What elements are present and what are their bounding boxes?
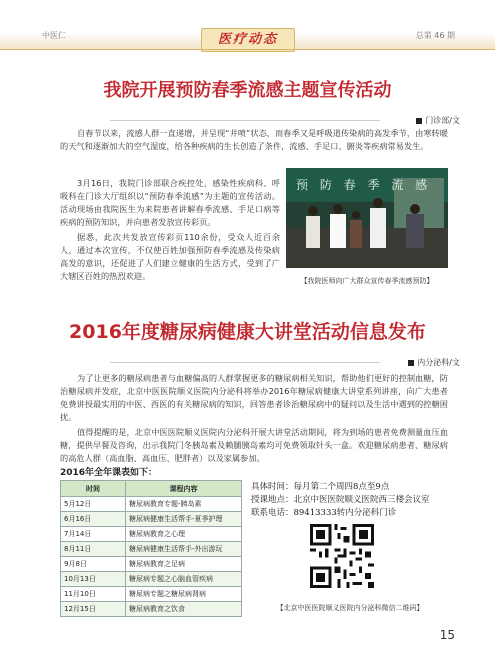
schedule-course: 糖尿病健康生活帮手-夏季护理 [126, 512, 242, 527]
table-row [61, 572, 242, 587]
table-row [61, 512, 242, 527]
photo-banner-text: 预 防 春 季 流 感 [296, 178, 432, 192]
article1-photo [286, 168, 448, 268]
schedule-header-time: 时间 [61, 481, 126, 497]
lecture-location: 授课地点：北京中医医院顺义医院西三楼会议室 [251, 495, 430, 505]
section-badge: 医疗动态 [201, 28, 295, 52]
article1-paragraph-2: 3月16日，我院门诊部联合疾控处、感染性疾病科、呼吸科在门诊大厅组织以“预防春季流感”为主题的宣传活动。活动现场由我院医生为来院患者讲解春季流感、手足口病等疾病的预防知识，并向患者发放宣传彩页。 [60, 178, 280, 227]
table-row [61, 587, 242, 602]
article1-author-text: 门诊部/文 [425, 116, 460, 125]
schedule-date: 5月12日 [61, 497, 126, 512]
article2-author-text: 内分泌科/文 [417, 358, 460, 367]
table-row [61, 557, 242, 572]
article1-author [416, 115, 460, 126]
article2-body [60, 372, 448, 465]
schedule-header-course: 课程内容 [126, 481, 242, 497]
square-bullet-icon [408, 360, 414, 366]
table-row [61, 542, 242, 557]
schedule-course: 糖尿病健康生活帮手-外出游玩 [126, 542, 242, 557]
article2-rule [110, 362, 380, 363]
lecture-info [251, 481, 451, 520]
header-divider [0, 49, 495, 50]
schedule-date: 7月14日 [61, 527, 126, 542]
schedule-date: 9月8日 [61, 557, 126, 572]
article1-title: 我院开展预防春季流感主题宣传活动 [103, 80, 392, 101]
schedule-title: 2016年全年课表如下： [60, 468, 158, 478]
lecture-phone: 联系电话：89413333转内分泌科门诊 [251, 508, 397, 518]
table-row [61, 527, 242, 542]
square-bullet-icon [416, 118, 422, 124]
header-journal-name: 中医仁 [42, 31, 66, 40]
schedule-course: 糖尿病教育专题-胰岛素 [126, 497, 242, 512]
header-issue-number: 总第 46 期 [415, 31, 455, 40]
page-number: 15 [439, 628, 455, 642]
article1-intro [60, 127, 448, 153]
article1-paragraph-3: 据悉，此次共发放宣传彩页110余份，受众人近百余人，通过本次宣传，不仅使百姓加强预防春季流感及传染病高发的意识，还促进了人们建立健康的生活方式，受到了广大辖区百姓的热烈欢迎。 [60, 232, 280, 281]
table-row [61, 497, 242, 512]
schedule-date: 10月13日 [61, 572, 126, 587]
article1-photo-caption: 【我院医师向广大群众宣传春季流感预防】 [300, 277, 434, 285]
qr-code-icon [310, 524, 374, 588]
article2-author [408, 357, 460, 368]
article1-body [60, 177, 280, 283]
schedule-course: 糖尿病教育之足病 [126, 557, 242, 572]
article1-rule [110, 120, 380, 121]
table-row [61, 602, 242, 617]
schedule-table [60, 480, 242, 617]
lecture-time: 具体时间：每月第二个周四8点至9点 [251, 482, 390, 492]
qr-caption: 【北京中医医院顺义医院内分泌科微信二维码】 [276, 604, 424, 612]
schedule-date: 12月15日 [61, 602, 126, 617]
schedule-course: 糖尿病专题之心脑血管疾病 [126, 572, 242, 587]
schedule-date: 6月16日 [61, 512, 126, 527]
article2-title: 2016年度糖尿病健康大讲堂活动信息发布 [69, 321, 426, 343]
schedule-date: 11月10日 [61, 587, 126, 602]
schedule-course: 糖尿病教育之饮食 [126, 602, 242, 617]
article2-paragraph-1: 为了让更多的糖尿病患者与血糖偏高的人群掌握更多的糖尿病相关知识，帮助他们更好的控制血糖，防治糖尿病并发症，北京中医医院顺义医院内分泌科将举办2016年糖尿病健康大讲堂系列讲座，向广大患者免费讲授最实用的中医、西医的有关糖尿病的知识，回答患者诊治糖尿病中的疑问以及生活中遇到的控糖困扰。 [60, 373, 448, 422]
article2-paragraph-2: 值得提醒的是，北京中医医院顺义医院内分泌科开展大讲堂活动期间，将为到场的患者免费测量血压血糖，提供早餐及咨询，出示我院门冬胰岛素及赖脯胰岛素均可免费领取针头一盒。欢迎糖尿病患者、糖尿病的高危人群（高血脂、高血压、肥胖者）以及家属参加。 [60, 427, 448, 463]
schedule-date: 8月11日 [61, 542, 126, 557]
article1-paragraph-1: 自春节以来，流感人群一直递增，并呈现“井喷”状态，而春季又是呼吸道传染病的高发季节，由寒转暖的天气和逐渐加大的空气湿度，给各种疾病的生长创造了条件，流感、手足口、腑炎等疾病常易发生。 [60, 128, 448, 151]
schedule-course: 糖尿病专题之糖尿病肾病 [126, 587, 242, 602]
schedule-course: 糖尿病教育之心理 [126, 527, 242, 542]
schedule-header-row [61, 481, 242, 497]
page-header [0, 0, 495, 50]
